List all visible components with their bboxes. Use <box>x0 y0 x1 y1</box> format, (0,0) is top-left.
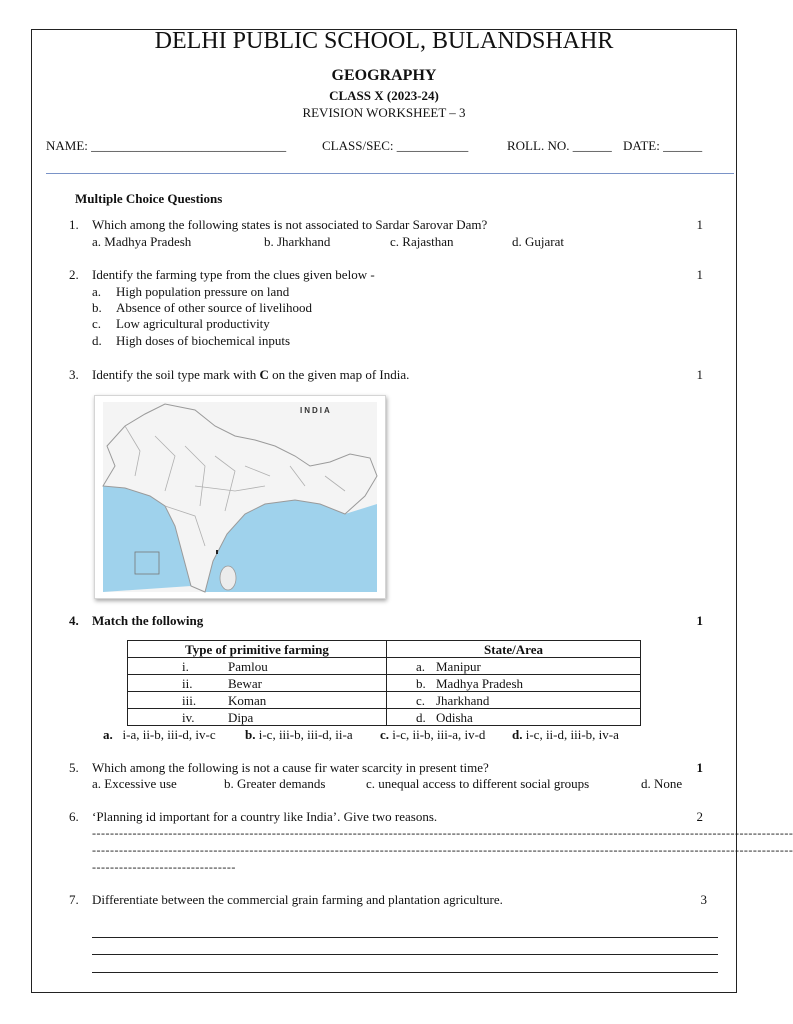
q1-option-c: c. Rajasthan <box>390 234 454 249</box>
q5-number: 5. <box>69 760 79 775</box>
q2-text: Identify the farming type from the clues given below - <box>92 267 375 282</box>
state-area: Manipur <box>436 658 481 674</box>
name-field[interactable]: NAME: ______________________________ <box>46 138 287 153</box>
answer-line[interactable] <box>92 937 718 938</box>
row-numeral: i. <box>182 658 189 674</box>
q7-marks: 3 <box>700 892 707 907</box>
q4-number: 4. <box>69 613 79 628</box>
india-map <box>94 395 386 599</box>
q1-number: 1. <box>69 217 79 232</box>
row-letter: d. <box>416 709 426 725</box>
row-letter: a. <box>416 658 426 674</box>
q2-number: 2. <box>69 267 79 282</box>
q4-answer-b: b. i-c, iii-b, iii-d, ii-a <box>245 727 353 742</box>
table-row <box>128 709 641 726</box>
roll-no-field[interactable]: ROLL. NO. ______ <box>507 138 612 153</box>
sri-lanka <box>220 566 236 590</box>
state-area: Odisha <box>436 709 473 725</box>
row-numeral: ii. <box>182 675 193 691</box>
class-year: CLASS X (2023-24) <box>329 88 439 103</box>
q7-number: 7. <box>69 892 79 907</box>
q5-option-a: a. Excessive use <box>92 776 177 791</box>
farming-type: Koman <box>228 692 267 708</box>
q2-option-d: High doses of biochemical inputs <box>116 333 291 348</box>
q6-text: ‘Planning id important for a country like India’. Give two reasons. <box>92 809 438 824</box>
q5-option-b: b. Greater demands <box>224 776 326 791</box>
farming-type: Dipa <box>228 709 254 725</box>
q1-option-d: d. Gujarat <box>512 234 564 249</box>
answer-line[interactable] <box>92 972 718 973</box>
date-field[interactable]: DATE: ______ <box>623 138 703 153</box>
q5-marks: 1 <box>696 760 703 775</box>
class-sec-field[interactable]: CLASS/SEC: ___________ <box>322 138 469 153</box>
row-letter: c. <box>416 692 426 708</box>
q2-option-b-letter: b. <box>92 300 102 315</box>
q2-option-c-letter: c. <box>92 316 102 331</box>
q7-text: Differentiate between the commercial grain farming and plantation agriculture. <box>92 892 503 907</box>
q3-number: 3. <box>69 367 79 382</box>
q1-marks: 1 <box>696 217 703 232</box>
header-divider <box>46 173 734 174</box>
q1-text: Which among the following states is not associated to Sardar Sarovar Dam? <box>92 217 488 232</box>
match-table <box>127 640 641 726</box>
india-map-drawing <box>95 396 385 598</box>
q2-option-c: Low agricultural productivity <box>116 316 270 331</box>
row-numeral: iv. <box>182 709 195 725</box>
header-state: State/Area <box>387 641 641 658</box>
row-letter: b. <box>416 675 426 691</box>
q1-option-a: a. Madhya Pradesh <box>92 234 192 249</box>
q4-text: Match the following <box>92 613 204 628</box>
q4-marks: 1 <box>696 613 703 628</box>
farming-type: Pamlou <box>228 658 268 674</box>
subject-title: GEOGRAPHY <box>331 67 437 84</box>
table-row <box>128 658 641 675</box>
q4-answer-a: a. i-a, ii-b, iii-d, iv-c <box>103 727 216 742</box>
state-area: Jharkhand <box>436 692 490 708</box>
map-title: INDIA <box>300 406 332 415</box>
q6-marks: 2 <box>696 809 703 824</box>
row-numeral: iii. <box>182 692 197 708</box>
state-area: Madhya Pradesh <box>436 675 524 691</box>
q1-option-b: b. Jharkhand <box>264 234 331 249</box>
answer-line-dashed[interactable]: ------------------------------------------------------------------------------------------------------------------------------------------------------------ <box>92 843 793 857</box>
worksheet-title: REVISION WORKSHEET – 3 <box>302 105 466 120</box>
match-table-header <box>128 641 641 658</box>
q5-option-d: d. None <box>641 776 683 791</box>
farming-type: Bewar <box>228 675 262 691</box>
answer-line-dashed[interactable]: -------------------------------- <box>92 860 236 874</box>
q4-answer-d: d. i-c, ii-d, iii-b, iv-a <box>512 727 619 742</box>
q5-option-c: c. unequal access to different social groups <box>366 776 590 791</box>
table-row <box>128 692 641 709</box>
q4-answer-c: c. i-c, ii-b, iii-a, iv-d <box>380 727 486 742</box>
q2-option-d-letter: d. <box>92 333 102 348</box>
q2-option-b: Absence of other source of livelihood <box>116 300 313 315</box>
section-title: Multiple Choice Questions <box>75 191 223 206</box>
header-farming: Type of primitive farming <box>128 641 387 658</box>
table-row <box>128 675 641 692</box>
q3-text: Identify the soil type mark with C on the given map of India. <box>92 367 410 382</box>
q3-marks: 1 <box>696 367 703 382</box>
q2-option-a: High population pressure on land <box>116 284 290 299</box>
q6-number: 6. <box>69 809 79 824</box>
answer-line[interactable] <box>92 954 718 955</box>
q5-text: Which among the following is not a cause fir water scarcity in present time? <box>92 760 489 775</box>
answer-line-dashed[interactable]: ------------------------------------------------------------------------------------------------------------------------------------------------------------ <box>92 826 793 840</box>
q2-marks: 1 <box>696 267 703 282</box>
q2-option-a-letter: a. <box>92 284 102 299</box>
school-name: DELHI PUBLIC SCHOOL, BULANDSHAHR <box>154 28 614 54</box>
